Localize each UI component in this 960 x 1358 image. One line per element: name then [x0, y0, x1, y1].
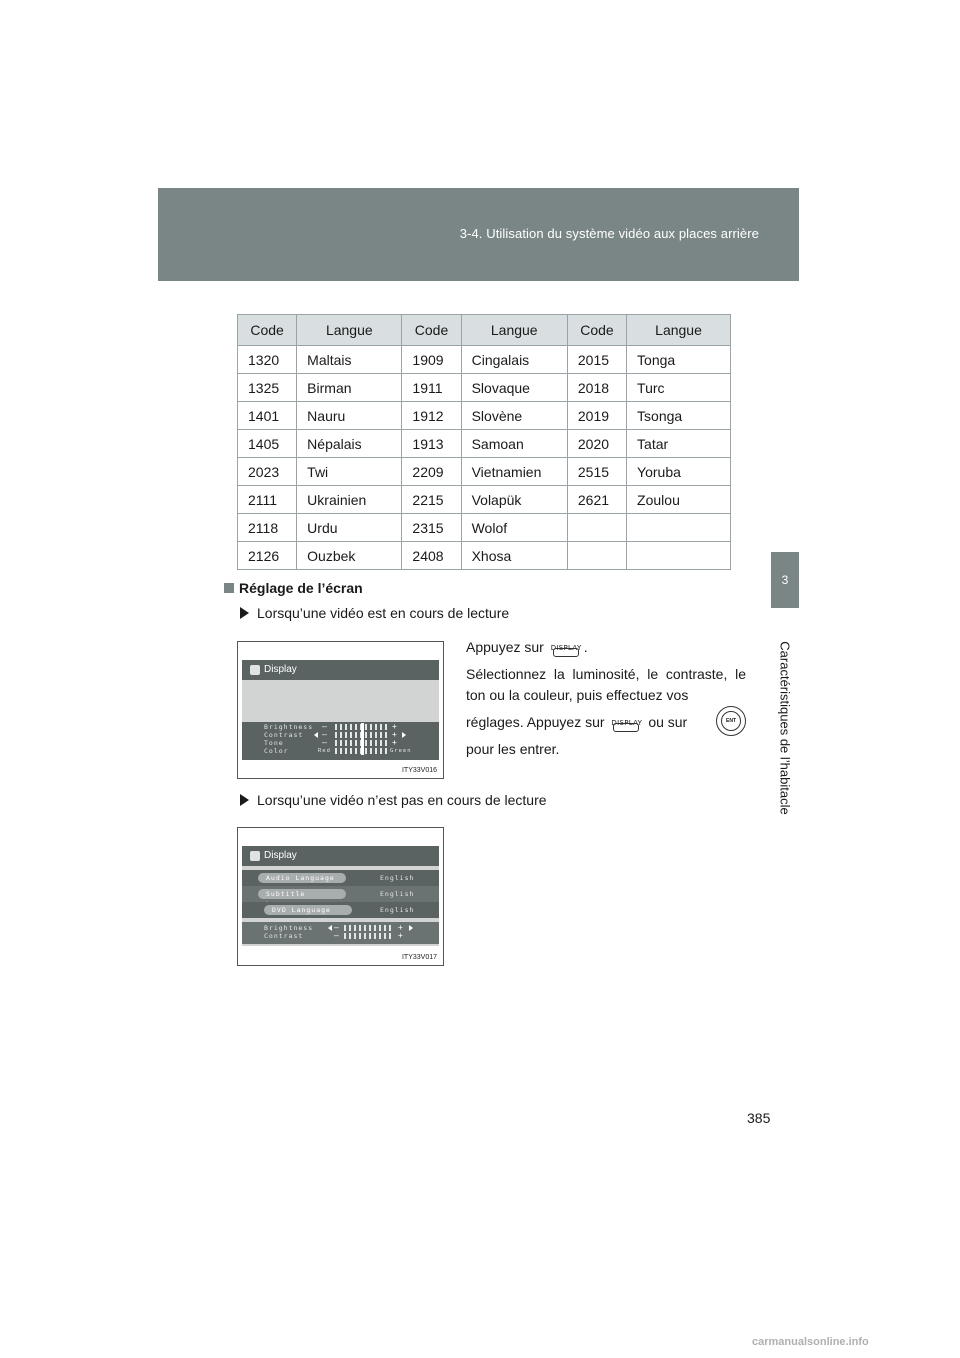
subtitle-language-label: Subtitle	[258, 889, 346, 899]
instruction-1: Appuyez sur DISPLAY .	[466, 637, 746, 658]
brightness-slider	[344, 925, 394, 931]
display-screen-playing	[237, 641, 444, 779]
adjust-panel	[242, 722, 439, 760]
table-cell: 2408	[402, 542, 461, 570]
minus-icon: –	[334, 931, 340, 940]
brightness-slider	[335, 724, 387, 730]
table-cell: 2020	[567, 430, 626, 458]
table-cell: 1909	[402, 346, 461, 374]
table-header-row	[238, 315, 731, 346]
tone-slider	[335, 740, 387, 746]
table-header: Langue	[461, 315, 567, 346]
contrast-label: Contrast	[264, 731, 304, 739]
table-cell: Ouzbek	[297, 542, 402, 570]
display-icon	[250, 665, 260, 675]
figure-code: ITY33V017	[401, 954, 437, 961]
screen-title: Display	[242, 660, 439, 680]
square-bullet-icon	[224, 583, 234, 593]
minus-icon: –	[322, 738, 328, 747]
table-cell: Twi	[297, 458, 402, 486]
table-header: Code	[238, 315, 297, 346]
page-number: 385	[747, 1110, 771, 1126]
table-cell: 2015	[567, 346, 626, 374]
display-screen-stopped	[237, 827, 444, 966]
table-cell: 1912	[402, 402, 461, 430]
table-cell: Tonga	[627, 346, 731, 374]
plus-icon: +	[392, 722, 398, 731]
audio-language-value: English	[380, 874, 415, 882]
color-label: Color	[264, 747, 289, 755]
enter-button-icon: ENT	[716, 706, 746, 736]
table-row	[238, 346, 731, 374]
table-cell: 2315	[402, 514, 461, 542]
table-row	[238, 514, 731, 542]
table-cell: 2209	[402, 458, 461, 486]
table-cell: Tatar	[627, 430, 731, 458]
table-header: Code	[567, 315, 626, 346]
display-button-icon: DISPLAY	[611, 713, 641, 733]
table-cell: Slovène	[461, 402, 567, 430]
triangle-bullet-icon	[240, 607, 249, 619]
table-cell: 2118	[238, 514, 297, 542]
table-header: Langue	[297, 315, 402, 346]
table-cell: 1913	[402, 430, 461, 458]
triangle-bullet-icon	[240, 794, 249, 806]
table-cell: Népalais	[297, 430, 402, 458]
figure-code: ITY33V016	[401, 767, 437, 774]
table-cell	[627, 514, 731, 542]
table-row	[238, 458, 731, 486]
dvd-language-label: DVD Language	[264, 905, 352, 915]
display-icon	[250, 851, 260, 861]
table-cell: 2515	[567, 458, 626, 486]
table-cell: Samoan	[461, 430, 567, 458]
table-cell: 2111	[238, 486, 297, 514]
arrow-right-icon	[402, 732, 406, 738]
tone-label: Tone	[264, 739, 284, 747]
audio-language-label: Audio Language	[258, 873, 346, 883]
arrow-left-icon	[314, 732, 318, 738]
chapter-label: Caractéristiques de l’habitacle	[777, 641, 793, 815]
table-cell: 1911	[402, 374, 461, 402]
table-cell: Urdu	[297, 514, 402, 542]
table-cell: Xhosa	[461, 542, 567, 570]
subtitle-language-value: English	[380, 890, 415, 898]
table-row	[238, 542, 731, 570]
table-cell	[567, 514, 626, 542]
table-cell: Slovaque	[461, 374, 567, 402]
minus-icon: –	[322, 730, 328, 739]
language-code-table	[237, 314, 731, 570]
table-cell: Wolof	[461, 514, 567, 542]
table-cell: Nauru	[297, 402, 402, 430]
table-cell	[627, 542, 731, 570]
table-cell: 1320	[238, 346, 297, 374]
instruction-2: Sélectionnez la luminosité, le contraste, le ton ou la couleur, puis effectuez vos	[466, 666, 746, 703]
screen-title: Display	[242, 846, 439, 866]
menu-row	[242, 870, 439, 886]
table-cell: Birman	[297, 374, 402, 402]
table-cell: 2018	[567, 374, 626, 402]
chapter-tab: 3	[771, 552, 799, 608]
dvd-language-value: English	[380, 906, 415, 914]
arrow-right-icon	[409, 925, 413, 931]
table-cell: Cingalais	[461, 346, 567, 374]
contrast-slider	[335, 732, 387, 738]
table-cell: 2126	[238, 542, 297, 570]
plus-icon: +	[398, 923, 404, 932]
contrast-slider	[344, 933, 394, 939]
color-red-label: Red	[318, 748, 331, 754]
menu-row	[242, 886, 439, 902]
minus-icon: –	[334, 923, 340, 932]
table-cell: 2023	[238, 458, 297, 486]
section-title: Réglage de l’écran	[224, 580, 363, 596]
table-header: Code	[402, 315, 461, 346]
menu-row	[242, 902, 439, 918]
condition-playing: Lorsqu’une vidéo est en cours de lecture	[240, 605, 509, 621]
color-slider	[335, 748, 387, 754]
table-row	[238, 374, 731, 402]
arrow-left-icon	[328, 925, 332, 931]
table-cell: 2621	[567, 486, 626, 514]
table-cell: 2019	[567, 402, 626, 430]
table-row	[238, 430, 731, 458]
table-cell: Maltais	[297, 346, 402, 374]
condition-not-playing: Lorsqu’une vidéo n’est pas en cours de lecture	[240, 792, 547, 808]
plus-icon: +	[398, 931, 404, 940]
brightness-label: Brightness	[264, 723, 314, 731]
color-green-label: Green	[390, 748, 412, 754]
table-header: Langue	[627, 315, 731, 346]
table-row	[238, 486, 731, 514]
table-cell: Turc	[627, 374, 731, 402]
brightness-label: Brightness	[264, 924, 314, 932]
table-cell: 1325	[238, 374, 297, 402]
header-band	[158, 188, 799, 281]
instruction-3: réglages. Appuyez sur DISPLAY ou sur	[466, 712, 746, 733]
table-cell: Volapük	[461, 486, 567, 514]
adjust-panel	[242, 922, 439, 944]
table-cell: Ukrainien	[297, 486, 402, 514]
display-button-icon: DISPLAY	[551, 638, 581, 658]
table-cell: 2215	[402, 486, 461, 514]
section-header-title: 3-4. Utilisation du système vidéo aux places arrière	[459, 226, 759, 241]
instruction-4: pour les entrer.	[466, 741, 560, 757]
plus-icon: +	[392, 738, 398, 747]
table-cell: Yoruba	[627, 458, 731, 486]
contrast-label: Contrast	[264, 932, 304, 940]
table-cell: Tsonga	[627, 402, 731, 430]
plus-icon: +	[392, 730, 398, 739]
table-cell: 1405	[238, 430, 297, 458]
table-row	[238, 402, 731, 430]
table-cell: Zoulou	[627, 486, 731, 514]
table-cell	[567, 542, 626, 570]
table-cell: Vietnamien	[461, 458, 567, 486]
table-cell: 1401	[238, 402, 297, 430]
minus-icon: –	[322, 722, 328, 731]
watermark: carmanualsonline.info	[752, 1336, 869, 1348]
